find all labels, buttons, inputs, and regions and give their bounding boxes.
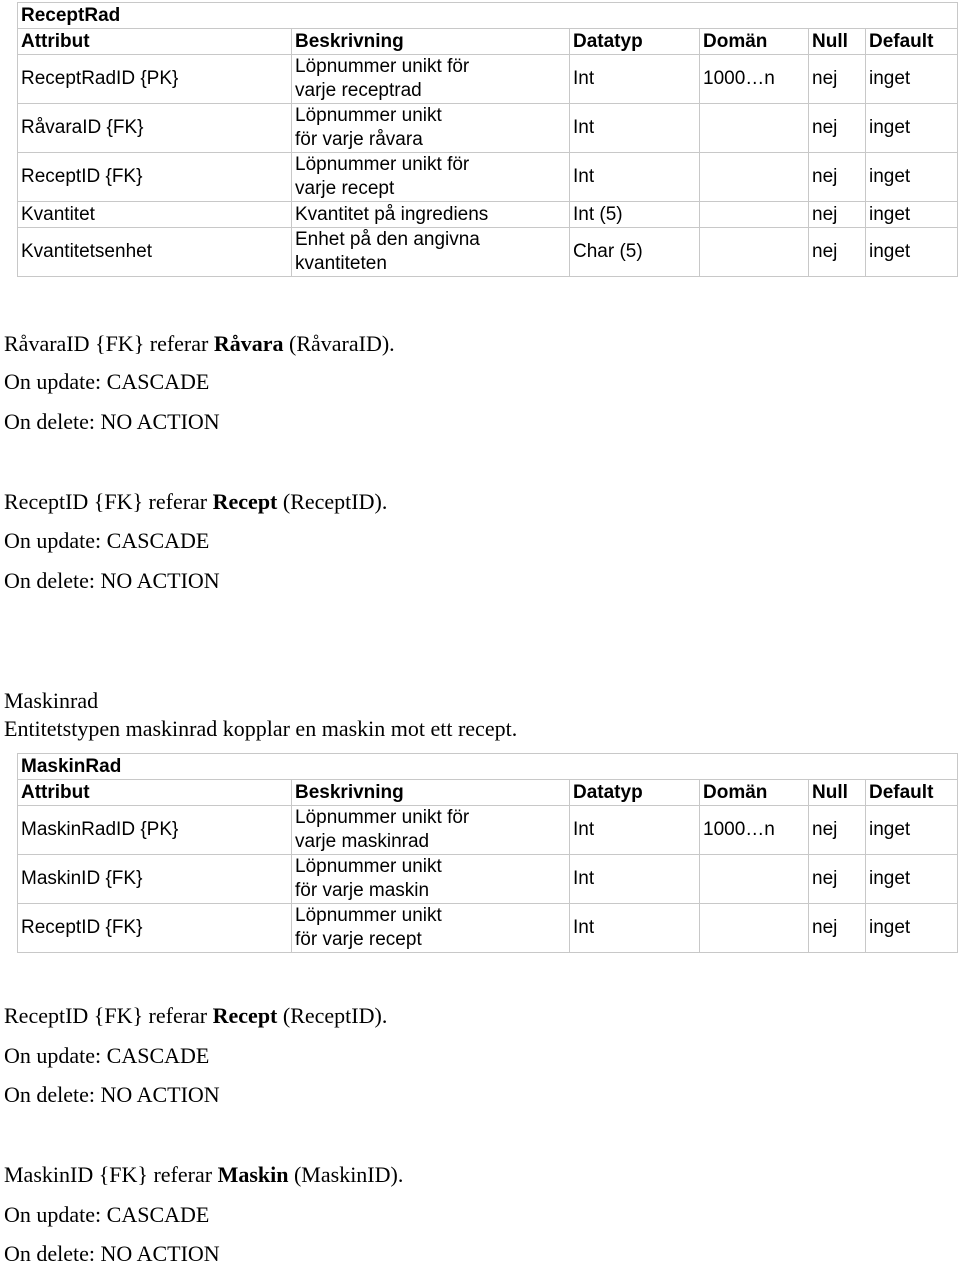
cell-beskrivning: Löpnummer unikt för varje maskinrad — [292, 806, 570, 855]
cell-datatyp: Int (5) — [570, 202, 700, 228]
cell-beskrivning: Löpnummer unikt för varje maskin — [292, 855, 570, 904]
on-update-text: On update: CASCADE — [4, 528, 210, 553]
cell-doman — [700, 104, 809, 153]
header-doman: Domän — [700, 780, 809, 806]
fk-reference-line: ReceptID {FK} referar Recept (ReceptID). — [4, 1003, 388, 1028]
header-datatyp: Datatyp — [570, 29, 700, 55]
cell-null: nej — [809, 228, 866, 277]
cell-attribut: RåvaraID {FK} — [18, 104, 292, 153]
reference-target: Recept — [212, 489, 278, 514]
cell-doman — [700, 904, 809, 953]
fk-reference-line: ReceptID {FK} referar Recept (ReceptID). — [4, 489, 388, 514]
cell-null: nej — [809, 202, 866, 228]
on-update-text: On update: CASCADE — [4, 369, 210, 394]
cell-attribut: ReceptID {FK} — [18, 904, 292, 953]
cell-default: inget — [866, 904, 958, 953]
cell-attribut: ReceptRadID {PK} — [18, 55, 292, 104]
header-default: Default — [866, 29, 958, 55]
cell-default: inget — [866, 228, 958, 277]
cell-attribut: MaskinID {FK} — [18, 855, 292, 904]
header-attribut: Attribut — [18, 780, 292, 806]
table-row — [18, 202, 958, 228]
on-update-text: On update: CASCADE — [4, 1043, 210, 1068]
cell-beskrivning: Löpnummer unikt för varje recept — [292, 904, 570, 953]
cell-doman — [700, 202, 809, 228]
header-default: Default — [866, 780, 958, 806]
cell-doman: 1000…n — [700, 806, 809, 855]
cell-attribut: Kvantitet — [18, 202, 292, 228]
cell-doman: 1000…n — [700, 55, 809, 104]
cell-doman — [700, 228, 809, 277]
cell-datatyp: Int — [570, 904, 700, 953]
header-null: Null — [809, 29, 866, 55]
cell-default: inget — [866, 806, 958, 855]
reference-target: Maskin — [217, 1162, 289, 1187]
cell-beskrivning: Löpnummer unikt för varje receptrad — [292, 55, 570, 104]
cell-null: nej — [809, 855, 866, 904]
cell-beskrivning: Kvantitet på ingrediens — [292, 202, 570, 228]
maskinrad-table — [17, 753, 958, 953]
cell-default: inget — [866, 855, 958, 904]
on-delete-text: On delete: NO ACTION — [4, 1241, 220, 1266]
section-description: Entitetstypen maskinrad kopplar en maskin mot ett recept. — [4, 716, 518, 741]
table-row — [18, 228, 958, 277]
cell-datatyp: Int — [570, 55, 700, 104]
cell-datatyp: Int — [570, 806, 700, 855]
cell-default: inget — [866, 153, 958, 202]
on-delete-text: On delete: NO ACTION — [4, 409, 220, 434]
table-row — [18, 806, 958, 855]
table-header-row — [18, 780, 958, 806]
table-row — [18, 55, 958, 104]
cell-null: nej — [809, 806, 866, 855]
cell-attribut: Kvantitetsenhet — [18, 228, 292, 277]
section-heading: Maskinrad — [4, 688, 99, 713]
reference-target: Recept — [212, 1003, 278, 1028]
cell-datatyp: Int — [570, 153, 700, 202]
cell-attribut: MaskinRadID {PK} — [18, 806, 292, 855]
table-header-row — [18, 29, 958, 55]
header-null: Null — [809, 780, 866, 806]
table-row — [18, 855, 958, 904]
cell-null: nej — [809, 104, 866, 153]
cell-null: nej — [809, 55, 866, 104]
table-row — [18, 153, 958, 202]
cell-null: nej — [809, 904, 866, 953]
cell-default: inget — [866, 202, 958, 228]
table-title: ReceptRad — [18, 3, 958, 29]
header-doman: Domän — [700, 29, 809, 55]
table-row — [18, 104, 958, 153]
cell-beskrivning: Enhet på den angivna kvantiteten — [292, 228, 570, 277]
cell-attribut: ReceptID {FK} — [18, 153, 292, 202]
on-delete-text: On delete: NO ACTION — [4, 568, 220, 593]
cell-doman — [700, 153, 809, 202]
fk-reference-line: RåvaraID {FK} referar Råvara (RåvaraID). — [4, 331, 395, 356]
cell-beskrivning: Löpnummer unikt för varje råvara — [292, 104, 570, 153]
receptrad-table — [17, 2, 958, 277]
cell-null: nej — [809, 153, 866, 202]
reference-target: Råvara — [213, 331, 284, 356]
cell-default: inget — [866, 104, 958, 153]
fk-reference-line: MaskinID {FK} referar Maskin (MaskinID). — [4, 1162, 404, 1187]
cell-datatyp: Int — [570, 855, 700, 904]
on-delete-text: On delete: NO ACTION — [4, 1082, 220, 1107]
cell-datatyp: Int — [570, 104, 700, 153]
on-update-text: On update: CASCADE — [4, 1202, 210, 1227]
table-title: MaskinRad — [18, 754, 958, 780]
cell-datatyp: Char (5) — [570, 228, 700, 277]
header-attribut: Attribut — [18, 29, 292, 55]
header-beskrivning: Beskrivning — [292, 29, 570, 55]
table-row — [18, 904, 958, 953]
cell-beskrivning: Löpnummer unikt för varje recept — [292, 153, 570, 202]
cell-doman — [700, 855, 809, 904]
header-datatyp: Datatyp — [570, 780, 700, 806]
cell-default: inget — [866, 55, 958, 104]
header-beskrivning: Beskrivning — [292, 780, 570, 806]
